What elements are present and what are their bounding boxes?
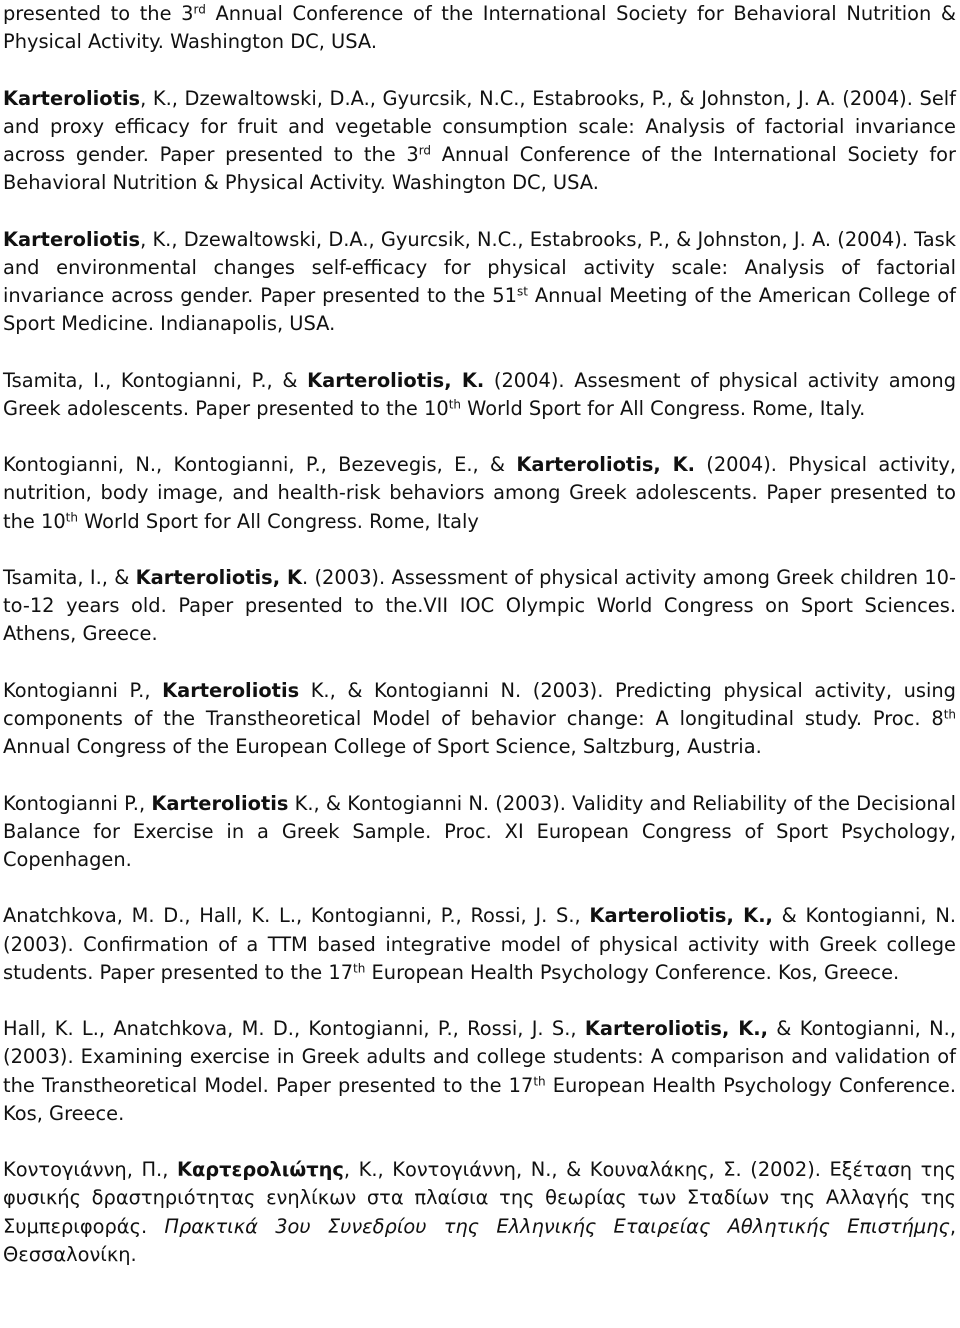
- author-name-bold: Karteroliotis, K.,: [584, 1017, 768, 1041]
- reference-entry: [3, 451, 956, 536]
- reference-entry: [3, 790, 956, 875]
- reference-text: Annual Conference of the International Society for Behavioral Nutrition & Physical Activity. Washington DC, USA.: [3, 2, 956, 54]
- reference-superscript: [449, 397, 461, 420]
- reference-text: K., & Kontogianni N. (2003). Validity and Reliability of the Decisional Balance for Exercise in a Greek Sample. Proc. XI European Congress of Sport Psychology, Copenhagen.: [3, 791, 956, 871]
- author-name-bold: Karteroliotis, K: [135, 565, 303, 589]
- reference-text: Tsamita, I., &: [3, 565, 136, 589]
- author-name-bold: Karteroliotis: [3, 86, 141, 110]
- reference-entry: [3, 85, 956, 198]
- reference-text: World Sport for All Congress. Rome, Italy.: [461, 396, 866, 420]
- reference-superscript: [944, 707, 956, 730]
- ordinal-suffix: th: [65, 510, 78, 524]
- reference-text: Annual Meeting of the American College of Sport Medicine. Indianapolis, USA.: [3, 284, 956, 336]
- ordinal-suffix: th: [353, 961, 366, 976]
- reference-entry: [3, 564, 956, 649]
- reference-text: , K., Dzewaltowski, D.A., Gyurcsik, N.C., Estabrooks, P., & Johnston, J. A. (2004). Self and proxy efficacy for fruit and vegetable consumption scale: Analysis of factorial invariance across gender. Paper presented to the 3: [3, 86, 956, 166]
- reference-text: presented to the 3: [3, 2, 194, 25]
- reference-superscript: [419, 143, 431, 166]
- author-name-bold: Karteroliotis: [162, 678, 300, 702]
- reference-superscript: [194, 2, 206, 25]
- reference-entry: [3, 677, 956, 762]
- reference-text: & Kontogianni, N., (2003). Examining exercise in Greek adults and college students: A comparison and validation of the Transtheoretical Model. Paper presented to the 17: [3, 1017, 956, 1097]
- author-name-bold: Karteroliotis, K.: [307, 368, 485, 392]
- reference-entry: [3, 1015, 956, 1128]
- author-name-bold: Karteroliotis: [3, 227, 141, 251]
- ordinal-suffix: rd: [193, 2, 206, 17]
- reference-text: & Kontogianni, N. (2003). Confirmation of a TTM based integrative model of physical activity with Greek college students. Paper presented to the 17: [3, 904, 957, 984]
- author-name-bold: Karteroliotis, K.: [516, 453, 695, 477]
- reference-entry: [3, 902, 956, 987]
- reference-text: Kontogianni, N., Kontogianni, P., Bezevegis, E., &: [3, 453, 517, 477]
- reference-text: European Health Psychology Conference. Kos, Greece.: [365, 960, 900, 984]
- italic-title: Πρακτικά 3ου Συνεδρίου της Ελληνικής Εταιρείας Αθλητικής Επιστήμης: [164, 1214, 950, 1238]
- reference-text: , K., Dzewaltowski, D.A., Gyurcsik, N.C., Estabrooks, P., & Johnston, J. A. (2004). Task and environmental changes self-efficacy for physical activity scale: Analysis of factorial invariance across gender. Paper presented to the 51: [3, 227, 956, 307]
- reference-text: Hall, K. L., Anatchkova, M. D., Kontogianni, P., Rossi, J. S.,: [3, 1017, 585, 1041]
- reference-text: , Θεσσαλονίκη.: [3, 1214, 957, 1266]
- reference-text: Annual Conference of the International Society for Behavioral Nutrition & Physical Activity. Washington DC, USA.: [3, 143, 957, 195]
- reference-entry: [3, 367, 956, 423]
- author-name-bold: Karteroliotis: [151, 791, 289, 815]
- reference-list: [3, 0, 956, 1269]
- ordinal-suffix: rd: [418, 143, 432, 158]
- reference-text: K., & Kontogianni N. (2003). Predicting physical activity, using components of the Transtheoretical Model of behavior change: A longitudinal study. Proc. 8: [3, 678, 956, 730]
- reference-text: , Κ., Κοντογιάννη, Ν., & Κουναλάκης, Σ. (2002). Εξέταση της φυσικής δραστηριότητας ενηλίκων στα πλαίσια της θεωρίας των Σταδίων της Αλλαγής της Συμπεριφοράς.: [3, 1158, 956, 1238]
- reference-entry: [3, 226, 956, 339]
- reference-text: Kontogianni P.,: [3, 791, 152, 815]
- reference-superscript: [517, 284, 528, 307]
- author-name-bold: Καρτερολιώτης: [176, 1158, 344, 1182]
- ordinal-suffix: th: [943, 707, 956, 722]
- reference-text: Tsamita, I., Kontogianni, P., &: [3, 368, 308, 392]
- reference-superscript: [66, 510, 78, 533]
- ordinal-suffix: th: [448, 397, 462, 412]
- reference-text: Anatchkova, M. D., Hall, K. L., Kontogianni, P., Rossi, J. S.,: [3, 904, 590, 928]
- ordinal-suffix: th: [533, 1073, 546, 1088]
- reference-superscript: [353, 961, 365, 984]
- author-name-bold: Karteroliotis, K.,: [589, 904, 773, 928]
- reference-superscript: [533, 1074, 545, 1097]
- reference-text: European Health Psychology Conference. Kos, Greece.: [3, 1073, 957, 1125]
- reference-text: World Sport for All Congress. Rome, Italy: [77, 509, 479, 533]
- reference-entry: [3, 0, 956, 56]
- reference-text: (2004). Physical activity, nutrition, body image, and health-risk behaviors among Greek adolescents. Paper presented to the 10: [3, 453, 956, 533]
- reference-entry: [3, 1156, 956, 1269]
- reference-text: . (2003). Assessment of physical activity among Greek children 10-to-12 years old. Paper presented to the.VII IOC Olympic World Congress on Sport Sciences. Athens, Greece.: [3, 565, 956, 646]
- reference-text: (2004). Assesment of physical activity among Greek adolescents. Paper presented to the 10: [3, 368, 957, 420]
- ordinal-suffix: st: [516, 284, 528, 299]
- reference-text: Annual Congress of the European College of Sport Science, Saltzburg, Austria.: [3, 735, 762, 759]
- reference-text: Kontogianni P.,: [3, 678, 163, 702]
- reference-text: Κοντογιάννη, Π.,: [3, 1158, 177, 1182]
